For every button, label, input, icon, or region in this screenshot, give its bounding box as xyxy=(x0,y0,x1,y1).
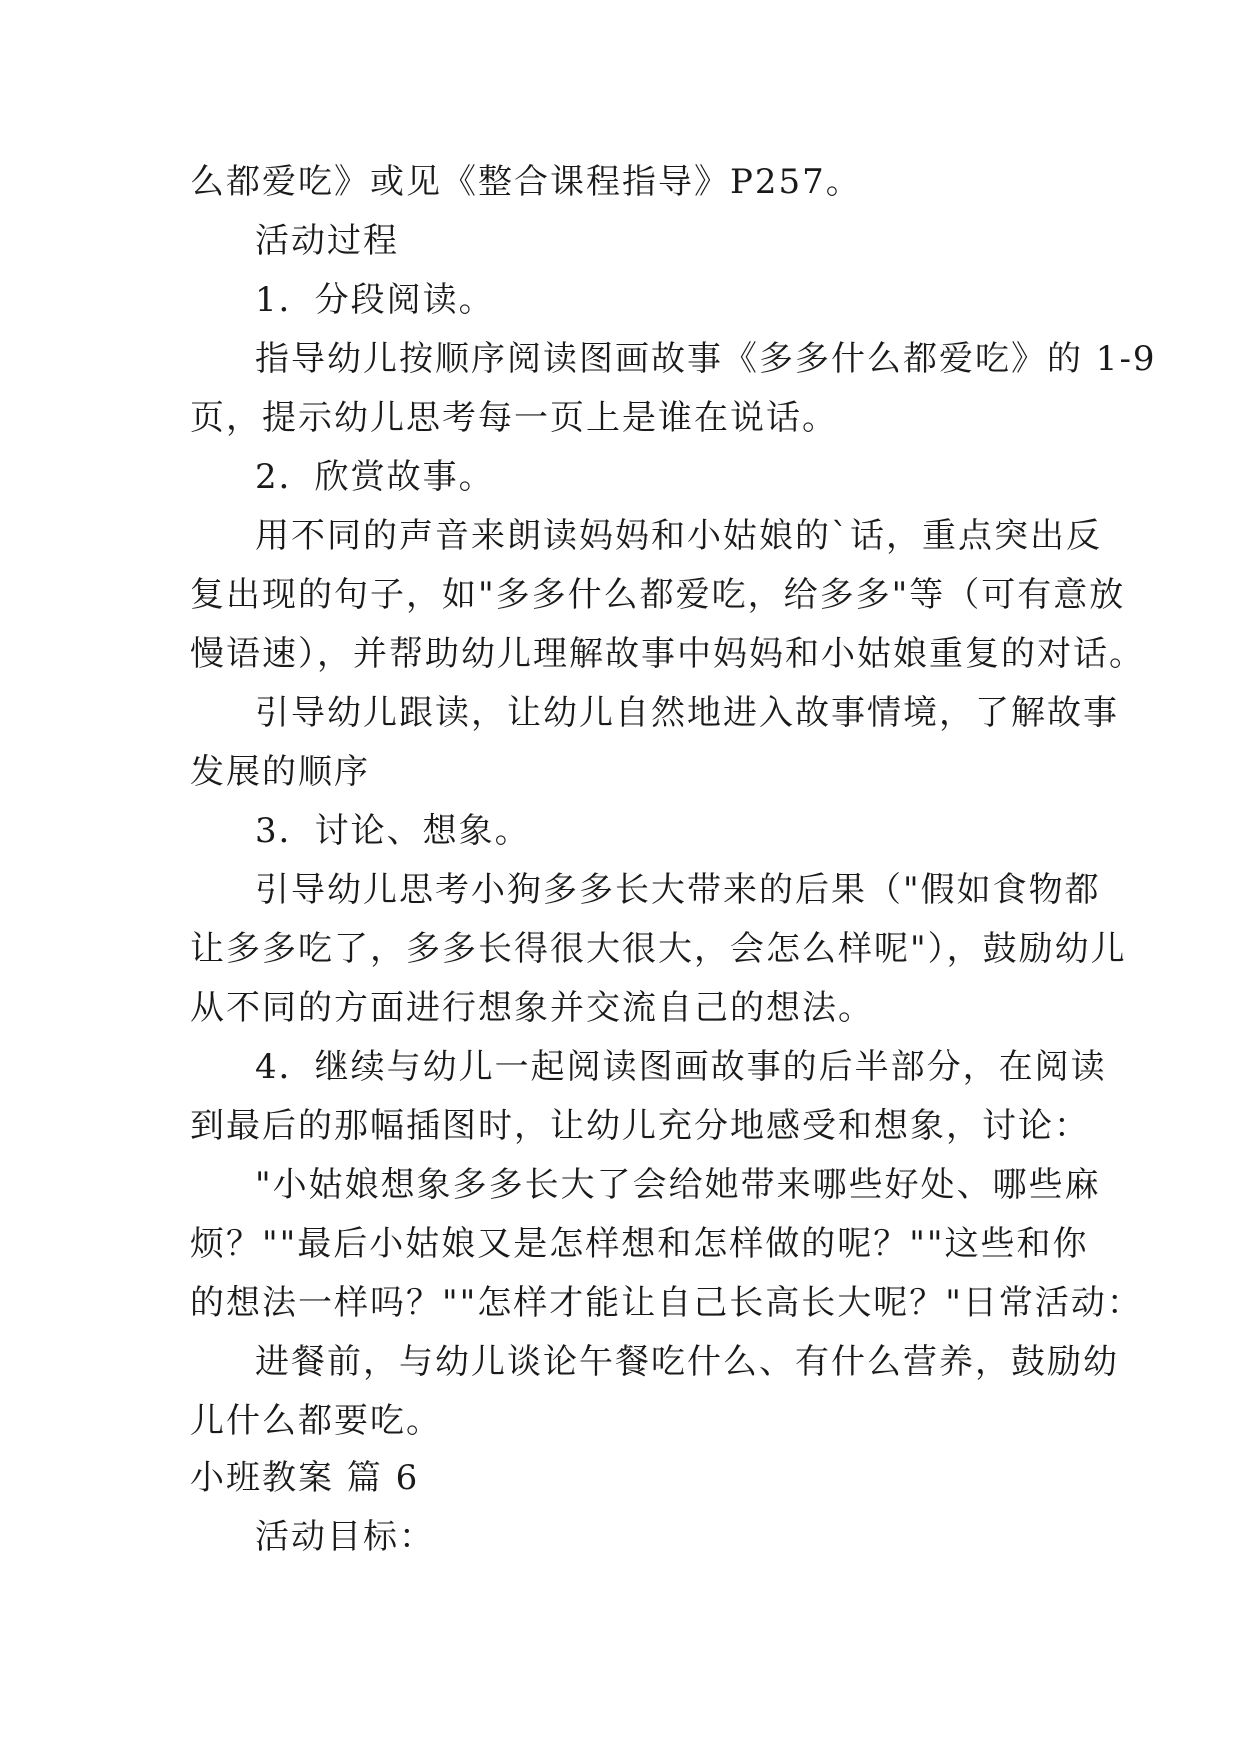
section-heading: 活动过程 xyxy=(255,221,399,261)
text-line: 进餐前，与幼儿谈论午餐吃什么、有什么营养，鼓励幼 xyxy=(255,1342,1119,1382)
step-heading: 3．讨论、想象。 xyxy=(255,811,531,851)
text-line: 从不同的方面进行想象并交流自己的想法。 xyxy=(190,988,874,1028)
text-line: 慢语速），并帮助幼儿理解故事中妈妈和小姑娘重复的对话。 xyxy=(190,634,1145,674)
text-line: 复出现的句子，如"多多什么都爱吃，给多多"等（可有意放 xyxy=(190,575,1126,615)
text-line: 让多多吃了，多多长得很大很大，会怎么样呢"），鼓励幼儿 xyxy=(190,929,1127,969)
step-heading: 2．欣赏故事。 xyxy=(255,457,495,497)
text-line: "小姑娘想象多多长大了会给她带来哪些好处、哪些麻 xyxy=(255,1165,1101,1205)
lesson-title: 小班教案 篇 6 xyxy=(190,1458,420,1498)
text-line: 发展的顺序 xyxy=(190,752,370,792)
text-line: 4．继续与幼儿一起阅读图画故事的后半部分，在阅读 xyxy=(255,1047,1107,1087)
text-line: 引导幼儿思考小狗多多长大带来的后果（"假如食物都 xyxy=(255,870,1101,910)
text-line: 么都爱吃》或见《整合课程指导》P257。 xyxy=(190,162,862,202)
text-line: 引导幼儿跟读，让幼儿自然地进入故事情境，了解故事 xyxy=(255,693,1119,733)
section-heading: 活动目标： xyxy=(255,1517,435,1557)
text-line: 用不同的声音来朗读妈妈和小姑娘的`话，重点突出反 xyxy=(255,516,1102,556)
text-line: 儿什么都要吃。 xyxy=(190,1401,442,1441)
text-line: 的想法一样吗？""怎样才能让自己长高长大呢？"日常活动： xyxy=(190,1283,1143,1323)
text-line: 到最后的那幅插图时，让幼儿充分地感受和想象，讨论： xyxy=(190,1106,1090,1146)
text-line: 指导幼儿按顺序阅读图画故事《多多什么都爱吃》的 1-9 xyxy=(255,339,1157,379)
text-line: 烦？""最后小姑娘又是怎样想和怎样做的呢？""这些和你 xyxy=(190,1224,1089,1264)
step-heading: 1．分段阅读。 xyxy=(255,280,495,320)
text-line: 页，提示幼儿思考每一页上是谁在说话。 xyxy=(190,398,838,438)
